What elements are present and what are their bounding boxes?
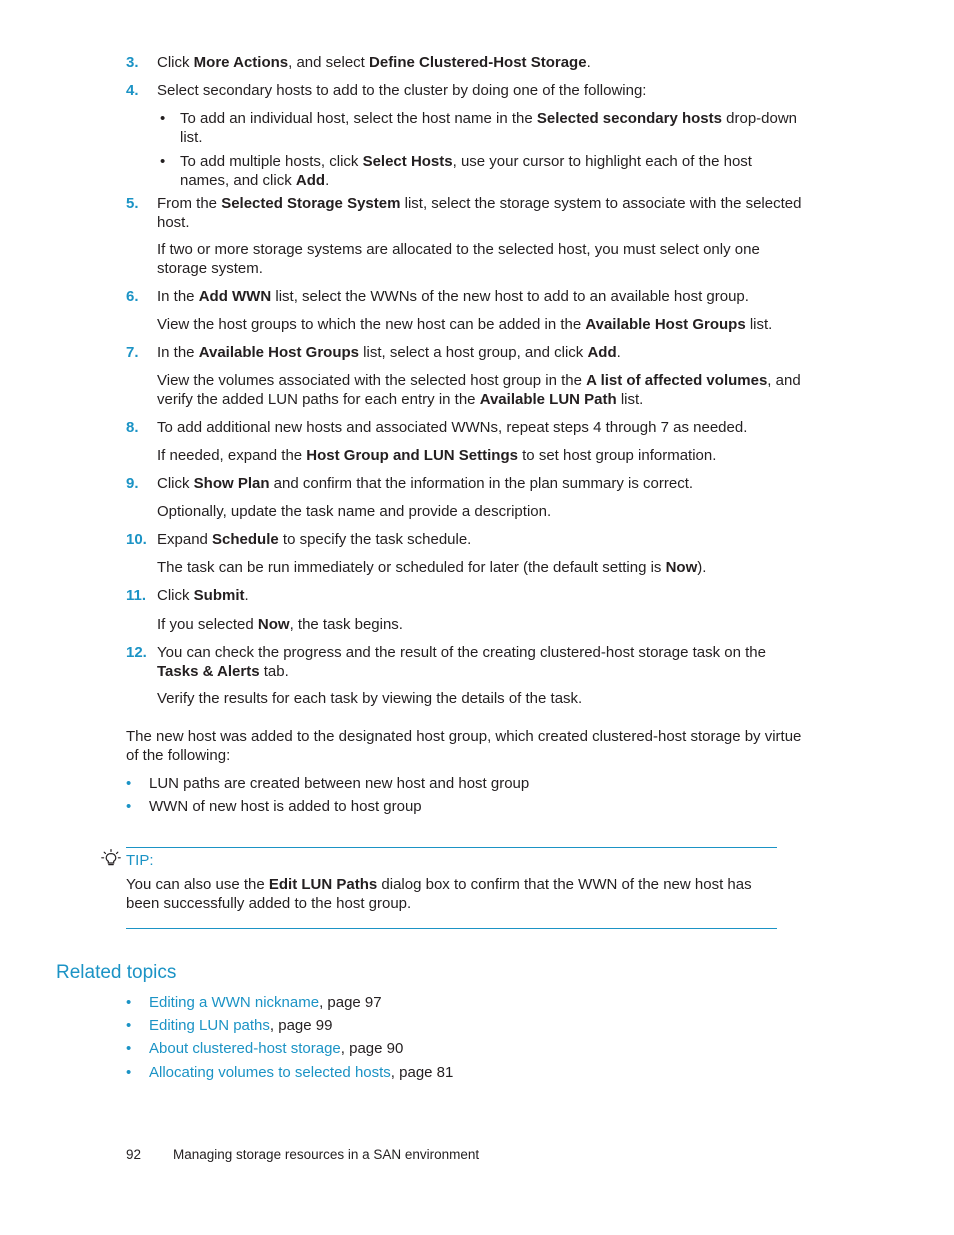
bullet-dot: •	[160, 110, 166, 127]
ui-term: Edit LUN Paths	[268, 876, 378, 893]
related-item	[149, 1040, 799, 1059]
lightbulb-icon	[101, 849, 121, 869]
ui-term: Now	[257, 616, 290, 633]
bullet-dot: •	[126, 775, 132, 792]
text-run: dialog box to confirm that the WWN of the new host has been successfully added to the host group.	[126, 876, 752, 912]
summary-paragraph: The new host was added to the designated host group, which created clustered-host storage by virtue of the following:	[126, 728, 802, 764]
text-run: You can also use the	[126, 876, 269, 893]
step-number: 10.	[126, 531, 147, 548]
bullet-dot: •	[126, 994, 132, 1011]
ui-term: Select Hosts	[362, 153, 453, 170]
bullet-dot: •	[126, 1040, 132, 1057]
related-item	[149, 1017, 799, 1036]
related-link[interactable]: Editing LUN paths	[149, 1017, 270, 1034]
bullet-dot: •	[126, 1017, 132, 1034]
text-run: list.	[616, 390, 644, 408]
text-run: To add an individual host, select the host name in the	[180, 110, 537, 127]
related-topics-heading: Related topics	[56, 962, 177, 983]
text-run: Select secondary hosts to add to the cluster by doing one of the following:	[157, 82, 647, 99]
ui-term: Selected secondary hosts	[536, 110, 722, 127]
step-note	[157, 372, 807, 409]
text-run: Verify the results for each task by viewing the details of the task.	[157, 690, 583, 707]
ui-term: More Actions	[193, 54, 289, 71]
related-link[interactable]: About clustered-host storage	[149, 1040, 341, 1057]
page-reference: , page 97	[319, 994, 382, 1011]
page-reference: , page 99	[269, 1017, 333, 1034]
step-text	[157, 587, 807, 606]
step-note	[157, 616, 807, 635]
list-item: LUN paths are created between new host and host group	[149, 775, 530, 792]
text-run: , use your cursor to highlight each of the host names, and click	[180, 153, 752, 189]
text-run: .	[244, 587, 249, 604]
ui-term: Selected Storage System	[221, 195, 401, 212]
text-run: .	[586, 54, 591, 71]
ui-term: Now	[665, 559, 698, 576]
text-run: Optionally, update the task name and provide a description.	[157, 503, 552, 520]
related-link[interactable]: Allocating volumes to selected hosts	[149, 1064, 391, 1081]
ui-term: A list of affected volumes	[586, 372, 768, 389]
step-text	[157, 475, 807, 494]
step-text	[157, 644, 807, 681]
bullet-dot: •	[160, 153, 166, 170]
step-text	[157, 54, 807, 73]
text-run: From the	[157, 195, 222, 212]
step-text	[157, 344, 807, 363]
tip-label: TIP:	[126, 852, 154, 869]
step-number: 9.	[126, 475, 139, 492]
text-run: If needed, expand the	[157, 447, 307, 464]
text-run: .	[325, 171, 330, 189]
text-run: Expand	[157, 531, 213, 548]
step-number: 6.	[126, 288, 139, 305]
step-number: 5.	[126, 195, 139, 212]
step-text	[157, 82, 807, 101]
text-run: View the volumes associated with the selected host group in the	[157, 372, 587, 389]
step-note	[157, 241, 807, 278]
text-run: The task can be run immediately or scheduled for later (the default setting is	[157, 559, 666, 576]
page-reference: , page 90	[340, 1040, 404, 1057]
text-run: In the	[157, 288, 199, 305]
bullet-dot: •	[126, 1064, 132, 1081]
text-run: list, select a host group, and click	[359, 344, 588, 361]
text-run: View the host groups to which the new host can be added in the	[157, 316, 586, 333]
step-number: 7.	[126, 344, 139, 361]
related-item	[149, 994, 799, 1013]
text-run: tab.	[259, 662, 289, 680]
text-run: To add additional new hosts and associated WWNs, repeat steps 4 through 7 as needed.	[157, 419, 748, 436]
ui-term: Tasks & Alerts	[157, 662, 260, 680]
text-run: You can check the progress and the result of the creating clustered-host storage task on the	[157, 644, 766, 661]
list-item	[180, 153, 805, 190]
list-item	[180, 110, 805, 147]
step-number: 4.	[126, 82, 139, 99]
text-run: .	[616, 344, 621, 361]
ui-term: Submit	[193, 587, 245, 604]
step-number: 11.	[126, 587, 147, 604]
ui-term: Available Host Groups	[198, 344, 360, 361]
text-run: If two or more storage systems are allocated to the selected host, you must select only one storage system.	[157, 241, 760, 277]
text-run: drop-down list.	[180, 110, 798, 146]
step-note	[157, 690, 807, 709]
text-run: to specify the task schedule.	[278, 531, 472, 548]
text-run: Click	[157, 54, 194, 71]
step-text	[157, 419, 807, 438]
ui-term: Add	[587, 344, 617, 361]
text-run: ).	[697, 559, 707, 576]
step-note	[157, 559, 807, 578]
ui-term: Available Host Groups	[585, 316, 746, 333]
text-run: Click	[157, 587, 194, 604]
text-run: list, select the storage system to associate with the selected host.	[157, 195, 802, 231]
ui-term: Define Clustered-Host Storage	[369, 54, 587, 71]
ui-term: Add WWN	[198, 288, 272, 305]
text-run: Click	[157, 475, 194, 492]
ui-term: Available LUN Path	[479, 390, 617, 408]
page-reference: , page 81	[390, 1064, 454, 1081]
footer-title: Managing storage resources in a SAN environment	[173, 1147, 480, 1162]
text-run: If you selected	[157, 616, 258, 633]
ui-term: Schedule	[212, 531, 279, 548]
tip-top-rule	[126, 847, 777, 848]
step-note	[157, 447, 807, 466]
ui-term: Host Group and LUN Settings	[306, 447, 518, 464]
step-note	[157, 316, 807, 335]
text-run: list.	[745, 316, 773, 333]
bullet-dot: •	[126, 798, 132, 815]
text-run: In the	[157, 344, 199, 361]
step-number: 8.	[126, 419, 139, 436]
text-run: list, select the WWNs of the new host to add to an available host group.	[271, 288, 749, 305]
page-number: 92	[126, 1147, 142, 1162]
text-run: and confirm that the information in the plan summary is correct.	[269, 475, 694, 492]
step-number: 3.	[126, 54, 139, 71]
step-note	[157, 503, 807, 522]
ui-term: Show Plan	[193, 475, 270, 492]
step-text	[157, 195, 807, 232]
text-run: , and select	[288, 54, 370, 71]
text-run: , the task begins.	[289, 616, 403, 633]
step-text	[157, 531, 807, 550]
tip-text	[126, 876, 781, 913]
ui-term: Add	[295, 171, 326, 189]
step-text	[157, 288, 807, 307]
tip-bottom-rule	[126, 928, 777, 929]
related-item	[149, 1064, 799, 1083]
related-link[interactable]: Editing a WWN nickname	[149, 994, 320, 1011]
step-number: 12.	[126, 644, 147, 661]
text-run: To add multiple hosts, click	[180, 153, 363, 170]
list-item: WWN of new host is added to host group	[149, 798, 422, 815]
text-run: to set host group information.	[517, 447, 717, 464]
text-run: , and verify the added LUN paths for each entry in the	[157, 372, 801, 408]
